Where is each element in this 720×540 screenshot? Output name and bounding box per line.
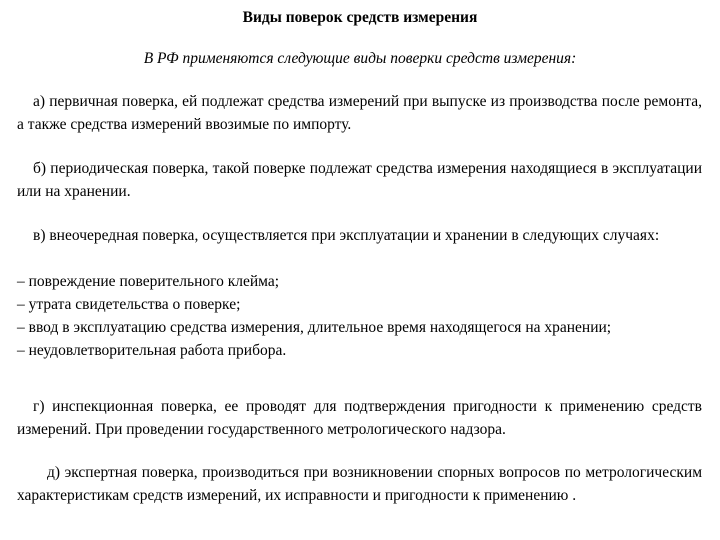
list-item: – ввод в эксплуатацию средства измерения, длительное время находящегося на хранении; — [17, 319, 612, 336]
document-subtitle: В РФ применяются следующие виды поверки средств измерения: — [143, 50, 577, 67]
paragraph-b: б) периодическая поверка, такой поверке подлежат средства измерения находящиеся в эксплуатации или на хранении. — [17, 160, 702, 200]
cases-list — [17, 270, 702, 362]
list-item: – неудовлетворительная работа прибора. — [17, 342, 287, 359]
paragraph-a: а) первичная поверка, ей подлежат средства измерений при выпуске из производства после ремонта, а также средства измерений ввозимые по импорту. — [17, 93, 702, 133]
paragraph-d: д) экспертная поверка, производиться при возникновении спорных вопросов по метрологическим характеристикам средств измерений, их исправности и пригодности к применению . — [17, 464, 702, 504]
list-item: – утрата свидетельства о поверке; — [17, 296, 241, 313]
document-title: Виды поверок средств измерения — [242, 9, 478, 26]
list-item: – повреждение поверительного клейма; — [17, 273, 280, 290]
paragraph-g: г) инспекционная поверка, ее проводят для подтверждения пригодности к применению средств измерений. При проведении государственного метрологического надзора. — [17, 398, 702, 438]
paragraph-v: в) внеочередная поверка, осуществляется при эксплуатации и хранении в следующих случаях: — [33, 227, 660, 244]
